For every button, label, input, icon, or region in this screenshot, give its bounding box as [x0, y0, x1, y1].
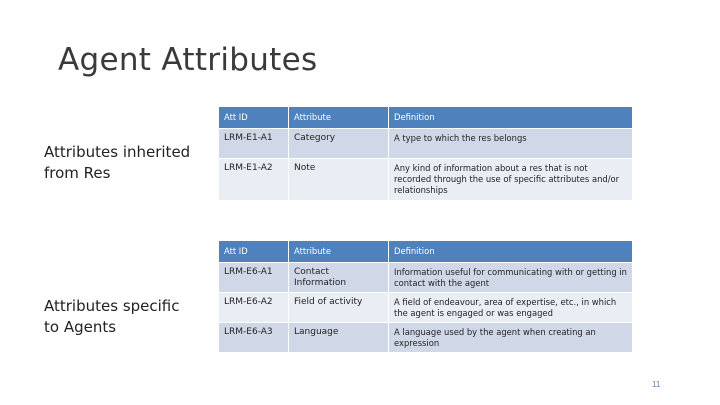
att-id-cell: LRM-E1-A2	[219, 159, 289, 201]
header-definition: Definition	[389, 241, 633, 263]
att-id-cell: LRM-E6-A2	[219, 293, 289, 323]
att-id-cell: LRM-E1-A1	[219, 129, 289, 159]
table-header-row	[219, 241, 633, 263]
table-row	[219, 293, 633, 323]
definition-cell: Any kind of information about a res that is not recorded through the use of specific attributes and/or relationships	[389, 159, 633, 201]
attribute-cell: Category	[289, 129, 389, 159]
section-label-specific: Attributes specific to Agents	[44, 297, 180, 336]
section-label-inherited: Attributes inherited from Res	[44, 143, 191, 182]
attribute-cell: Contact Information	[289, 263, 389, 293]
attribute-cell: Note	[289, 159, 389, 201]
agent-attributes-table	[218, 240, 633, 353]
attribute-cell: Language	[289, 323, 389, 353]
table-row	[219, 323, 633, 353]
header-att-id: Att ID	[219, 107, 289, 129]
header-attribute: Attribute	[289, 107, 389, 129]
table-row	[219, 129, 633, 159]
definition-cell: A field of endeavour, area of expertise, etc., in which the agent is engaged or was engaged	[389, 293, 633, 323]
header-definition: Definition	[389, 107, 633, 129]
att-id-cell: LRM-E6-A3	[219, 323, 289, 353]
inherited-attributes-table	[218, 106, 633, 201]
table-header-row	[219, 107, 633, 129]
definition-cell: Information useful for communicating with or getting in contact with the agent	[389, 263, 633, 293]
slide-title: Agent Attributes	[58, 42, 318, 78]
table-row	[219, 263, 633, 293]
table-row	[219, 159, 633, 201]
page-number: 11	[652, 380, 661, 389]
att-id-cell: LRM-E6-A1	[219, 263, 289, 293]
header-att-id: Att ID	[219, 241, 289, 263]
attribute-cell: Field of activity	[289, 293, 389, 323]
header-attribute: Attribute	[289, 241, 389, 263]
definition-cell: A type to which the res belongs	[389, 129, 633, 159]
definition-cell: A language used by the agent when creating an expression	[389, 323, 633, 353]
